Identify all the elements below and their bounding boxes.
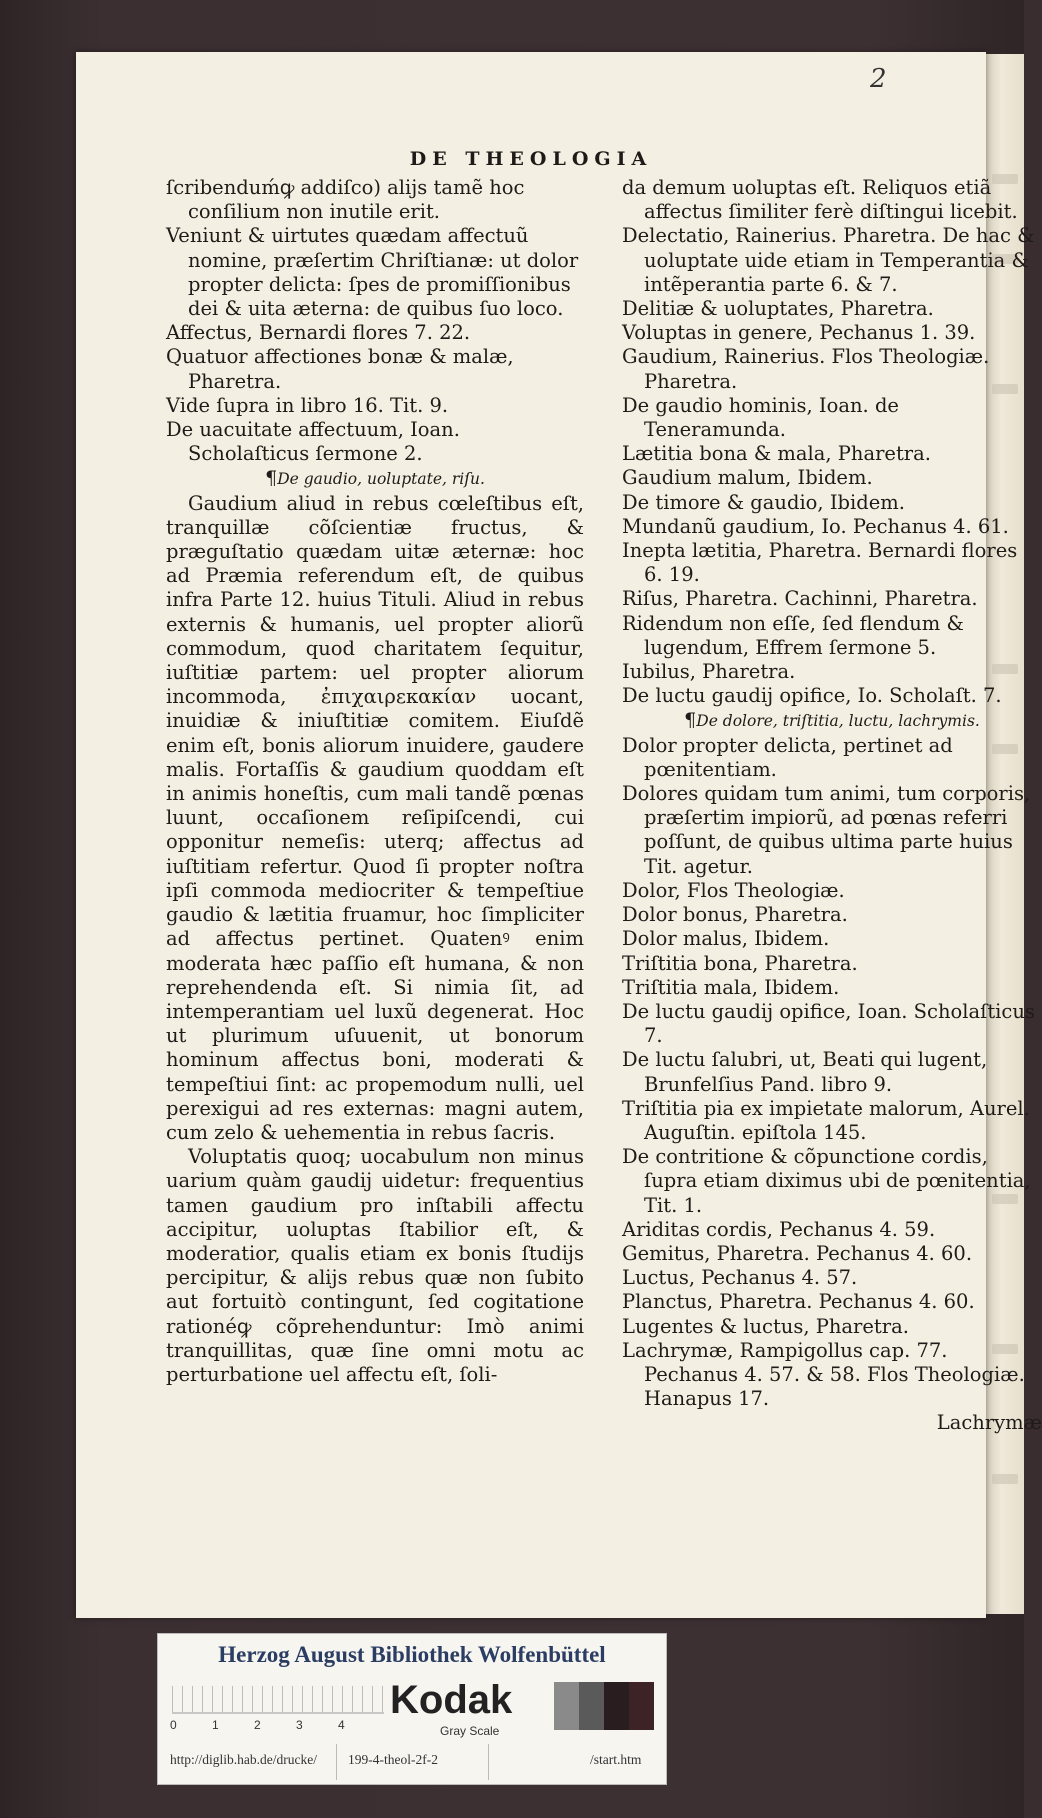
index-entry: Luctus, Pechanus 4. 57.	[622, 1266, 858, 1290]
section-heading	[166, 466, 584, 491]
running-head: DE THEOLOGIA	[409, 148, 653, 170]
index-entry: Gemitus, Pharetra. Pechanus 4. 60.	[622, 1241, 973, 1265]
index-entry: Planctus, Pharetra. Pechanus 4. 60.	[622, 1290, 975, 1314]
index-entry: Riſus, Pharetra. Cachinni, Pharetra.	[622, 587, 978, 611]
url-base[interactable]: http://diglib.hab.de/drucke/	[170, 1752, 317, 1767]
right-column	[622, 176, 1042, 1436]
ruler-numbers	[170, 1718, 390, 1732]
index-entry: Iubilus, Pharetra.	[622, 660, 796, 684]
index-entry: Triſtitia mala, Ibidem.	[622, 975, 840, 999]
index-entry: De uacuitate affectuum, Ioan. Scholaſticus ſermone 2.	[166, 418, 460, 466]
index-entry: De luctu ſalubri, ut, Beati qui lugent, Brunfelſius Pand. libro 9.	[622, 1048, 988, 1096]
index-entry: da demum uoluptas eſt. Reliquos etiã affectus ſimiliter ferè diſtingui licebit.	[622, 176, 1018, 224]
url-id: 199-4-theol-2f-2	[348, 1752, 438, 1767]
ruler-number: 4	[338, 1718, 345, 1732]
index-entry: Affectus, Bernardi flores 7. 22.	[166, 321, 471, 345]
gray-swatches	[554, 1682, 654, 1730]
body-paragraph: Gaudium aliud in rebus cœleſtibus eſt, tranquillæ cõſcientiæ fructus, & præguſtatio quædam uitæ æternæ: hoc ad Præmia referendum eſt, de quibus infra Parte 12. huius Tituli. Aliud in rebus externis & humanis, uel propter aliorũ commodum, quod charitatem ſequitur, iuſtitiæ partem: uel propter aliorum incommoda, ἐπιχαιρεκακίαν uocant, inuidiæ & iniuſtitiæ comitem. Eiuſdẽ enim eſt, bonis aliorum inuidere, gaudere malis. Fortaſſis & gaudium quoddam eſt in animis honeſtis, cum mali tandẽ pœnas luunt, occaſionem reſipiſcendi, cui opponitur nemeſis: uterq; affectus ad iuſtitiam refertur. Quod ſi propter noſtra ipſi commoda mediocriter & tempeſtiue gaudio & lætitia fruamur, hoc ſimpliciter ad affectus pertinet. Quatenꝰ enim moderata hæc paſſio eſt humana, & non reprehendenda eſt. Si nimia ſit, ad intemperantiam uel luxũ degenerat. Hoc ut plurimum uſuuenit, ut bonorum hominum affectus boni, moderati & tempeſtiui ſint: ac propemodum nulli, uel perexigui ad res externas: magni autem, cum zelo & uehementia in rebus ſacris.	[166, 491, 584, 1144]
index-entry: Mundanũ gaudium, Io. Pechanus 4. 61.	[622, 514, 1009, 538]
index-entry: Dolor, Flos Theologiæ.	[622, 878, 845, 902]
index-entry: Vide ſupra in libro 16. Tit. 9.	[166, 393, 449, 417]
index-entry: Gaudium malum, Ibidem.	[622, 466, 873, 490]
gray-swatch	[579, 1682, 604, 1730]
ruler-number: 2	[254, 1718, 261, 1732]
index-entry: Dolor bonus, Pharetra.	[622, 903, 848, 927]
gray-swatch	[604, 1682, 629, 1730]
book-page	[76, 52, 1042, 1618]
index-entry: De gaudio hominis, Ioan. de Teneramunda.	[622, 393, 899, 442]
index-entry: Delitiæ & uoluptates, Pharetra.	[622, 297, 934, 321]
index-entry: Voluptas in genere, Pechanus 1. 39.	[622, 321, 976, 345]
color-target-strip	[157, 1633, 667, 1785]
section-heading-text: De gaudio, uoluptate, riſu.	[277, 470, 485, 489]
index-entry: Lachrymæ, Rampigollus cap. 77. Pechanus 4. 57. & 58. Flos Theologiæ. Hanapus 17.	[622, 1338, 1025, 1411]
index-entry: Quatuor affectiones bonæ & malæ, Pharetra.	[166, 345, 514, 393]
gray-swatch	[554, 1682, 579, 1730]
index-entry: De luctu gaudij opifice, Io. Scholaſt. 7.	[622, 684, 1002, 708]
index-entry: De timore & gaudio, Ibidem.	[622, 490, 905, 514]
gray-swatch	[629, 1682, 654, 1730]
page-number: 2	[870, 64, 887, 94]
index-entry: Dolor propter delicta, pertinet ad pœnitentiam.	[622, 733, 953, 781]
section-heading	[622, 708, 1042, 733]
pilcrow-icon: ¶	[684, 709, 697, 732]
index-entry: Lugentes & luctus, Pharetra.	[622, 1314, 909, 1338]
index-entry: Triſtitia pia ex impietate malorum, Aurel. Auguſtin. epiſtola 145.	[622, 1096, 1030, 1144]
index-entry: Ridendum non eſſe, ſed flendum & lugendum, Effrem ſermone 5.	[622, 611, 964, 659]
index-entry: Veniunt & uirtutes quædam affectuũ nomine, præſertim Chriſtianæ: ut dolor propter delicta: ſpes de promiſſionibus dei & uita æterna: de quibus ſuo loco.	[166, 224, 579, 321]
ruler-number: 0	[170, 1718, 177, 1732]
ruler-number: 3	[296, 1718, 303, 1732]
ruler-scale	[172, 1686, 384, 1714]
kodak-logo: Kodak	[390, 1678, 513, 1722]
index-entry: Ariditas cordis, Pechanus 4. 59.	[622, 1217, 936, 1241]
index-entry: Gaudium, Rainerius. Flos Theologiæ. Pharetra.	[622, 345, 990, 393]
index-entry: De luctu gaudij opifice, Ioan. Scholaſticus 7.	[622, 999, 1035, 1048]
index-entry: Delectatio, Rainerius. Pharetra. De hac & uoluptate uide etiam in Temperantia & intẽperantia parte 6. & 7.	[622, 224, 1035, 296]
section-heading-text: De dolore, triſtitia, luctu, lachrymis.	[696, 712, 980, 731]
ruler-number: 1	[212, 1718, 219, 1732]
catchword: Lachrymæ	[936, 1411, 1042, 1435]
index-entry: Dolor malus, Ibidem.	[622, 927, 830, 951]
index-entry: Triſtitia bona, Pharetra.	[622, 951, 858, 975]
index-entry: ſcribenduḿꝙ addiſco) alijs tamẽ hoc conſilium non inutile erit.	[166, 176, 525, 224]
index-entry: Lætitia bona & mala, Pharetra.	[622, 442, 931, 466]
index-entry: Dolores quidam tum animi, tum corporis, præſertim impiorũ, ad pœnas referri poſſunt, de quibus ultima parte huius Tit. agetur.	[622, 782, 1031, 878]
pilcrow-icon: ¶	[265, 467, 278, 490]
left-column	[166, 176, 584, 1387]
index-entry: De contritione & cõpunctione cordis, ſupra etiam diximus ubi de pœnitentia, Tit. 1.	[622, 1145, 1031, 1217]
index-entry: Inepta lætitia, Pharetra. Bernardi flores 6. 19.	[622, 539, 1018, 587]
gray-scale-label: Gray Scale	[440, 1724, 500, 1738]
body-paragraph: Voluptatis quoq; uocabulum non minus uarium quàm gaudij uidetur: frequentius tamen gaudium pro inſtabili affectu accipitur, uoluptas ſtabilior eſt, & moderatior, qualis etiam ex bonis ſtudijs percipitur, & alijs rebus quæ non ſubito aut fortuitò contingunt, ſed cogitatione rationéꝙ cõprehenduntur: Imò animi tranquillitas, quæ ſine omni motu ac perturbatione uel affectu eſt, ſoli-	[166, 1145, 584, 1386]
institution-name: Herzog August Bibliothek Wolfenbüttel	[218, 1642, 606, 1667]
url-file[interactable]: /start.htm	[590, 1752, 642, 1767]
